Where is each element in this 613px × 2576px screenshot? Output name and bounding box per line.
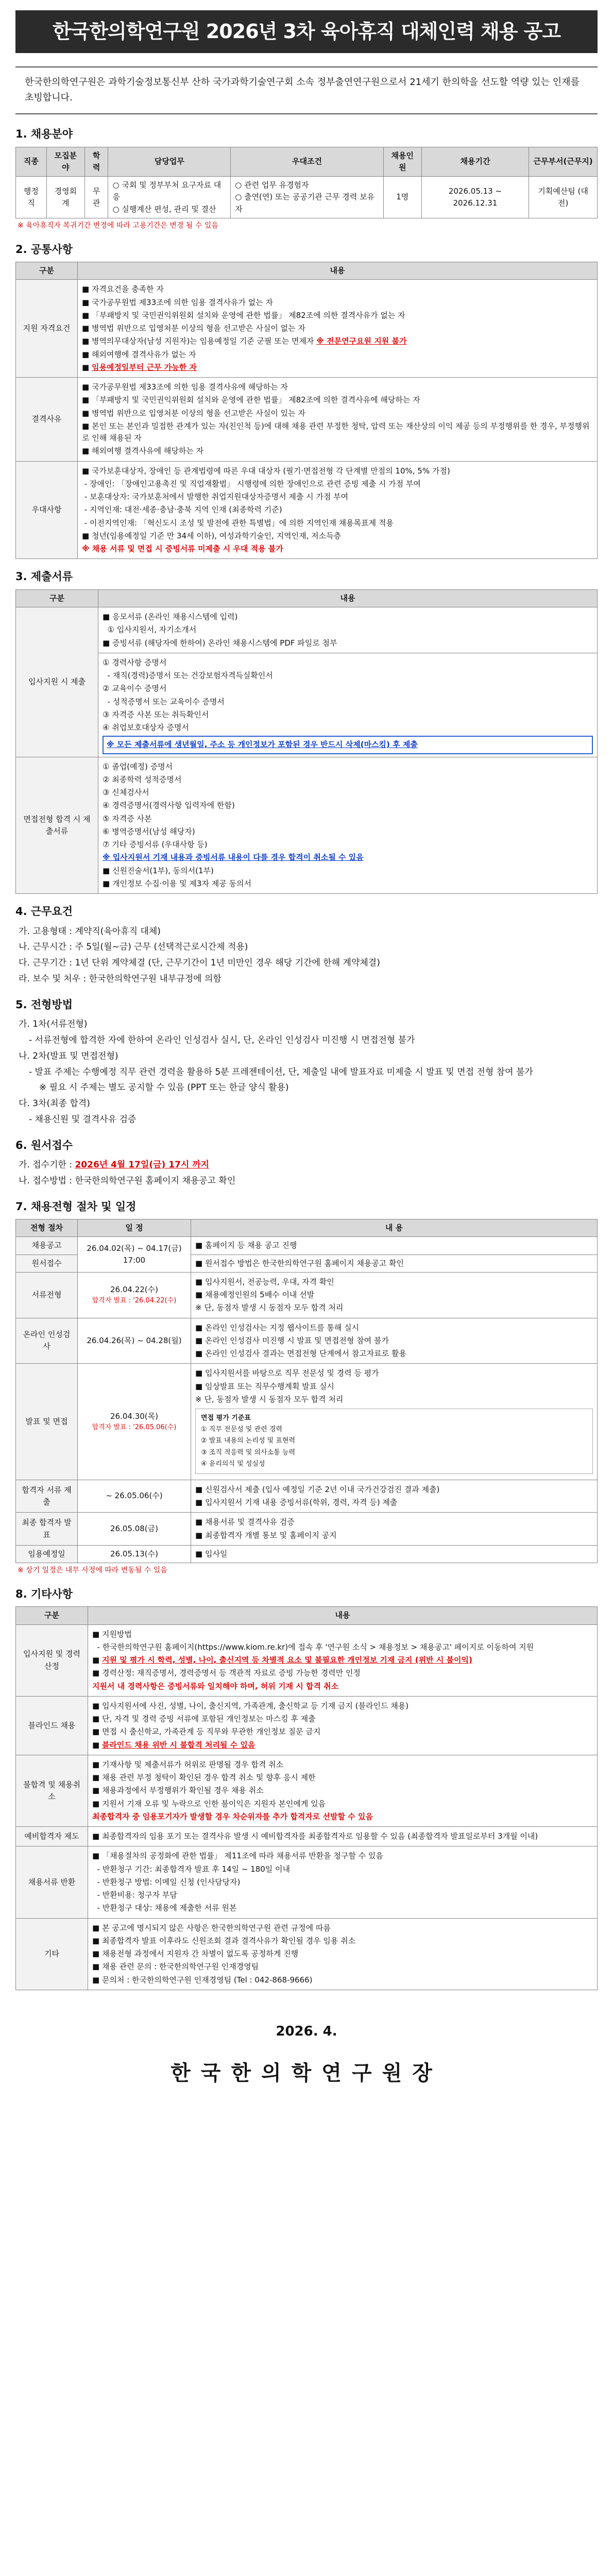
step-submit: 합격자 서류 제출	[16, 1480, 78, 1513]
s3-content-interview: ① 졸업(예정) 증명서 ② 최종학력 성적증명서 ③ 신체검사서 ④ 경력증명서(경력사항 입력자에 한함) ⑤ 자격증 사본 ⑥ 병역증명서(남성 해당자) ⑦ 기타 증빙서류 (우대사항 등) ※ 입사지원서 기재 내용과 증빙서류 내용이 다를 경우 합격이 취소될 수 있음 ■ 신원진술서(1부), 동의서(1부) ■ 개인정보 수집·이용 및 제3자 제공 동의서	[98, 757, 598, 894]
schedule-table	[15, 1219, 598, 1563]
s8-content-cancel: ■ 기재사항 및 제출서류가 허위로 판명될 경우 합격 취소 ■ 채용 관련 부정 청탁이 확인된 경우 합격 취소 및 향후 응시 제한 ■ 채용과정에서 부정행위가 확인될 경우 채용 취소 ■ 지원서 기재 오류 및 누락으로 인한 불이익은 지원자 본인에게 있음 최종합격자 중 임용포기자가 발생할 경우 차순위자를 추가 합격자로 선발할 수 있음	[88, 1755, 598, 1826]
date-final: 26.05.08(금)	[78, 1513, 191, 1546]
s8-label-blind: 블라인드 채용	[16, 1696, 88, 1755]
s2-label-qual: 지원 자격요건	[16, 280, 78, 378]
th-edu: 학력	[84, 147, 108, 177]
s3-label-interview: 면접전형 합격 시 제출서류	[16, 757, 98, 894]
s2-label-pref: 우대사항	[16, 461, 78, 559]
s7-note: ※ 상기 일정은 내부 사정에 따라 변동될 수 있음	[18, 1566, 167, 1575]
footer-date: 2026. 4.	[276, 2023, 337, 2039]
s8-label-apply: 입사지원 및 경력산정	[16, 1624, 88, 1696]
th-step: 전형 절차	[16, 1219, 78, 1237]
detail-submit: ■ 신원검사서 제출 (입사 예정일 기준 2년 이내 국가건강검진 결과 제출) ■ 입사지원서 기재 내용 증빙서류(학위, 경력, 자격 등) 제출	[191, 1480, 598, 1513]
step-apply: 원서접수	[16, 1255, 78, 1272]
s8-content-reserve: ■ 최종합격자의 임용 포기 또는 결격사유 발생 시 예비합격자를 최종합격자로 임용할 수 있음 (최종합격자 발표일로부터 3개월 이내)	[88, 1827, 598, 1846]
section-7-heading: 7. 채용전형 절차 및 일정	[15, 1200, 137, 1213]
footer-org: 한국한의학연구원장	[171, 2061, 442, 2086]
cell-field: 경영회계	[46, 177, 84, 218]
work-conditions: 가. 고용형태 : 계약직(육아휴직 대체) 나. 근무시간 : 주 5일(월~금) 근무 (선택적근로시간제 적용) 다. 근무기간 : 1년 단위 계약체결 (단, 근무기간이 1년 미만인 경우 해당 기간에 한해 계약체결) 라. 보수 및 처우 : 한국한의학연구원 내부규정에 의함	[19, 926, 380, 984]
s8-content-etc: ■ 본 공고에 명시되지 않은 사항은 한국한의학연구원 관련 규정에 따름 ■ 최종합격자 발표 이후라도 신원조회 결과 결격사유가 확인될 경우 임용 취소 ■ 채용전형 과정에서 지원자 간 차별이 없도록 공정하게 진행 ■ 채용 관련 문의 : 한국한의학연구원 인재경영팀 ■ 문의처 : 한국한의학연구원 인재경영팀 (Tel : 042-868-9666)	[88, 1918, 598, 1990]
date-aptitude: 26.04.26(목) ~ 04.28(월)	[78, 1318, 191, 1364]
th-count: 채용인원	[383, 147, 421, 177]
intro-text: 한국한의학연구원은 과학기술정보통신부 산하 국가과학기술연구회 소속 정부출연연구원으로서 21세기 한의학을 선도할 역량 있는 인재를 초빙합니다.	[15, 66, 598, 114]
cell-job: 행정직	[16, 177, 47, 218]
s2-label-disq: 결격사유	[16, 378, 78, 462]
other-items-table	[15, 1606, 598, 1990]
step-final: 최종 합격자 발표	[16, 1513, 78, 1546]
interview-criteria-box: 면접 평가 기준표 ① 직무 전문성 및 관련 경력 ② 발표 내용의 논리성 및 표현력 ③ 조직 적응력 및 의사소통 능력 ④ 윤리의식 및 성실성	[195, 1409, 593, 1474]
step-interview: 발표 및 면접	[16, 1364, 78, 1480]
s2-content-pref: ■ 국가보훈대상자, 장애인 등 관계법령에 따른 우대 대상자 (필기·면접전형 각 단계별 만점의 10%, 5% 가점) - 장애인: 「장애인고용촉진 및 직업재활법」 시행령에 의한 장애인으로 관련 증빙 제출 시 가점 부여 - 보훈대상자: 국가보훈처에서 발행한 취업지원대상자증명서 제출 시 가점 부여 - 지역인재: 대전·세종·충남·충북 지역 인재 (최종학력 기준) - 이전지역인재: 「혁신도시 조성 및 발전에 관한 특별법」에 의한 지역인재 채용목표제 적용 ■ 청년(임용예정일 기준 만 34세 이하), 여성과학기술인, 지역인재, 저소득층 ※ 채용 서류 및 면접 시 증빙서류 미제출 시 우대 적용 불가	[78, 461, 598, 559]
detail-interview: ■ 입사지원서를 바탕으로 직무 전문성 및 경력 등 평가 ■ 임상발표 또는 직무수행계획 발표 실시 ※ 단, 동점자 발생 시 동점자 모두 합격 처리 면접 평가 기준표 ① 직무 전문성 및 관련 경력 ② 발표 내용의 논리성 및 표현력 ③ 조직 적응력 및 의사소통 능력 ④ 윤리의식 및 성실성	[191, 1364, 598, 1480]
s8-label-cancel: 불합격 및 채용취소	[16, 1755, 88, 1826]
s8-content-apply: ■ 지원방법 - 한국한의학연구원 홈페이지(https://www.kiom.re.kr)에 접속 후 '연구원 소식 > 채용정보 > 채용공고' 페이지로 이동하여 지원 ■ 지원 및 평가 시 학력, 성별, 나이, 출신지역 등 차별적 요소 및 불필요한 개인정보 기재 금지 (위반 시 불이익) ■ 경력산정: 재직증명서, 경력증명서 등 객관적 자료로 증빙 가능한 경력만 인정 지원서 내 경력사항은 증빙서류와 일치해야 하며, 허위 기재 시 합격 취소	[88, 1624, 598, 1696]
date-interview: 26.04.30(목) 합격자 발표 : '26.05.06(수)	[78, 1364, 191, 1480]
detail-document: ■ 입사지원서, 전공능력, 우대, 자격 확인 ■ 채용예정인원의 5배수 이내 선발 ※ 단, 동점자 발생 시 동점자 모두 합격 처리	[191, 1272, 598, 1318]
section-3-heading: 3. 제출서류	[15, 570, 73, 583]
cell-period: 2026.05.13 ~ 2026.12.31	[421, 177, 529, 218]
th-dept: 근무부서(근무지)	[529, 147, 598, 177]
s2-content-qual: ■ 자격요건을 충족한 자 ■ 국가공무원법 제33조에 의한 임용 결격사유가 없는 자 ■ 「부패방지 및 국민권익위원회 설치와 운영에 관한 법률」 제82조에 의한 결격사유가 없는 자 ■ 병역법 위반으로 입영처분 이상의 형을 선고받은 사실이 없는 자 ■ 병역의무대상자(남성 지원자)는 임용예정일 기준 군필 또는 면제자 ※ 전문연구요원 지원 불가 ■ 해외여행에 결격사유가 없는 자 ■ 임용예정일부터 근무 가능한 자	[78, 280, 598, 378]
s1-note: ※ 육아휴직자 복귀기간 변경에 따라 고용기간은 변경 될 수 있음	[18, 221, 218, 230]
date-announce: 26.04.02(목) ~ 04.17(금) 17:00	[78, 1237, 191, 1273]
th-s3-category: 구분	[16, 589, 98, 607]
footer	[15, 2021, 598, 2089]
detail-aptitude: ■ 온라인 인성검사는 지정 웹사이트를 통해 실시 ■ 온라인 인성검사 미진행 시 발표 및 면접전형 참여 불가 ■ 온라인 인성검사 결과는 면접전형 단계에서 참고자료로 활용	[191, 1318, 598, 1364]
s8-label-return: 채용서류 반환	[16, 1846, 88, 1918]
th-duties: 담당업무	[108, 147, 231, 177]
section-2-heading: 2. 공통사항	[15, 243, 73, 256]
th-job: 직종	[16, 147, 47, 177]
step-document: 서류전형	[16, 1272, 78, 1318]
cell-dept: 기획예산팀 (대전)	[529, 177, 598, 218]
detail-announce: ■ 홈페이지 등 채용 공고 진행	[191, 1237, 598, 1255]
date-submit: ~ 26.05.06(수)	[78, 1480, 191, 1513]
th-pref: 우대조건	[231, 147, 384, 177]
s8-label-reserve: 예비합격자 제도	[16, 1827, 88, 1846]
s8-content-blind: ■ 입사지원서에 사진, 성별, 나이, 출신지역, 가족관계, 출신학교 등 기재 금지 (블라인드 채용) ■ 단, 자격 및 경력 증빙 서류에 포함된 개인정보는 마스킹 후 제출 ■ 면접 시 출신학교, 가족관계 등 직무와 무관한 개인정보 질문 금지 ■ 블라인드 채용 위반 시 불합격 처리될 수 있음	[88, 1696, 598, 1755]
th-period: 채용기간	[421, 147, 529, 177]
detail-appoint: ■ 입사일	[191, 1545, 598, 1563]
s3-content-proof: ① 경력사항 증명서 - 재직(경력)증명서 또는 건강보험자격득실확인서 ② 교육이수 증명서 - 성적증명서 또는 교육이수 증명서 ③ 자격증 사본 또는 취득확인서 ④ 취업보호대상자 증명서 ※ 모든 제출서류에 생년월일, 주소 등 개인정보가 포함된 경우 반드시 삭제(마스킹) 후 제출	[98, 653, 598, 757]
documents-table	[15, 589, 598, 894]
date-document: 26.04.22(수) 합격자 발표 : '26.04.22(수)	[78, 1272, 191, 1318]
cell-duties: ○ 국회 및 정부부처 요구자료 대응 ○ 실행계산 편성, 관리 및 결산	[108, 177, 231, 218]
th-detail: 내 용	[191, 1219, 598, 1237]
th-s8-category: 구분	[16, 1607, 88, 1624]
detail-apply: ■ 원서접수 방법은 한국한의학연구원 홈페이지 채용공고 확인	[191, 1255, 598, 1272]
page-title: 한국한의학연구원 2026년 3차 육아휴직 대체인력 채용 공고	[15, 10, 598, 53]
deadline: 2026년 4월 17일(금) 17시 까지	[75, 1160, 210, 1171]
detail-final: ■ 채용서류 및 결격사유 검증 ■ 최종합격자 개별 통보 및 홈페이지 공지	[191, 1513, 598, 1546]
date-appoint: 26.05.13(수)	[78, 1545, 191, 1563]
s2-content-disq: ■ 국가공무원법 제33조에 의한 임용 결격사유에 해당하는 자 ■ 「부패방지 및 국민권익위원회 설치와 운영에 관한 법률」 제82조에 의한 결격사유에 해당하는 자 ■ 병역법 위반으로 입영처분 이상의 형을 선고받은 사실이 있는 자 ■ 본인 또는 본인과 밀접한 관계가 있는 자(친인척 등)에 대해 채용 관련 부정한 청탁, 압력 또는 재산상의 이익 제공 등의 부정행위를 한 경우, 부정행위로 인해 채용된 자 ■ 해외여행 결격사유에 해당하는 자	[78, 378, 598, 462]
section-1-heading: 1. 채용분야	[15, 128, 73, 141]
s3-content-apply: ■ 응모서류 (온라인 채용시스템에 입력) ① 입사지원서, 자기소개서 ■ 증빙서류 (해당자에 한하여) 온라인 채용시스템에 PDF 파일로 첨부	[98, 607, 598, 653]
cell-edu: 무관	[84, 177, 108, 218]
common-items-table	[15, 262, 598, 559]
th-s2-content: 내용	[78, 262, 598, 280]
cell-count: 1명	[383, 177, 421, 218]
step-announce: 채용공고	[16, 1237, 78, 1255]
th-s8-content: 내용	[88, 1607, 598, 1624]
section-6-heading: 6. 원서접수	[15, 1139, 73, 1151]
s8-label-etc: 기타	[16, 1918, 88, 1990]
th-field: 모집분야	[46, 147, 84, 177]
s8-content-return: ■ 「채용절차의 공정화에 관한 법률」 제11조에 따라 채용서류 반환을 청구할 수 있음 - 반환청구 기간: 최종합격자 발표 후 14일 ~ 180일 이내 - 반환청구 방법: 이메일 신청 (인사담당자) - 반환비용: 청구자 부담 - 반환청구 대상: 채용에 제출한 서류 원본	[88, 1846, 598, 1918]
recruit-field-table	[15, 147, 598, 218]
step-appoint: 임용예정일	[16, 1545, 78, 1563]
section-5-heading: 5. 전형방법	[15, 998, 73, 1011]
s3-label-apply: 입사지원 시 제출	[16, 607, 98, 757]
section-8-heading: 8. 기타사항	[15, 1587, 73, 1600]
step-aptitude: 온라인 인성검사	[16, 1318, 78, 1364]
section-4-heading: 4. 근무요건	[15, 905, 73, 918]
th-s3-content: 내용	[98, 589, 598, 607]
selection-method: 가. 1차(서류전형) - 서류전형에 합격한 자에 한하여 온라인 인성검사 실시, 단, 온라인 인성검사 미진행 시 면접전형 불가 나. 2차(발표 및 면접전형) - 발표 주제는 수행예정 직무 관련 경력을 활용하 5분 프레젠테이션, 단, 제출일 내에 발표자료 미제출 시 발표 및 면접 전형 참여 불가 ※ 필요 시 주제는 별도 공지할 수 있음 (PPT 또는 한글 양식 활용) 다. 3차(최종 합격) - 채용신원 및 결격사유 검증	[19, 1019, 533, 1125]
th-date: 일 정	[78, 1219, 191, 1237]
application-info: 가. 접수기한 : 2026년 4월 17일(금) 17시 까지 나. 접수방법 : 한국한의학연구원 홈페이지 채용공고 확인	[19, 1160, 236, 1186]
th-s2-category: 구분	[16, 262, 78, 280]
cell-pref: ○ 관련 업무 유경험자 ○ 출연(연) 또는 공공기관 근무 경력 보유자	[231, 177, 384, 218]
